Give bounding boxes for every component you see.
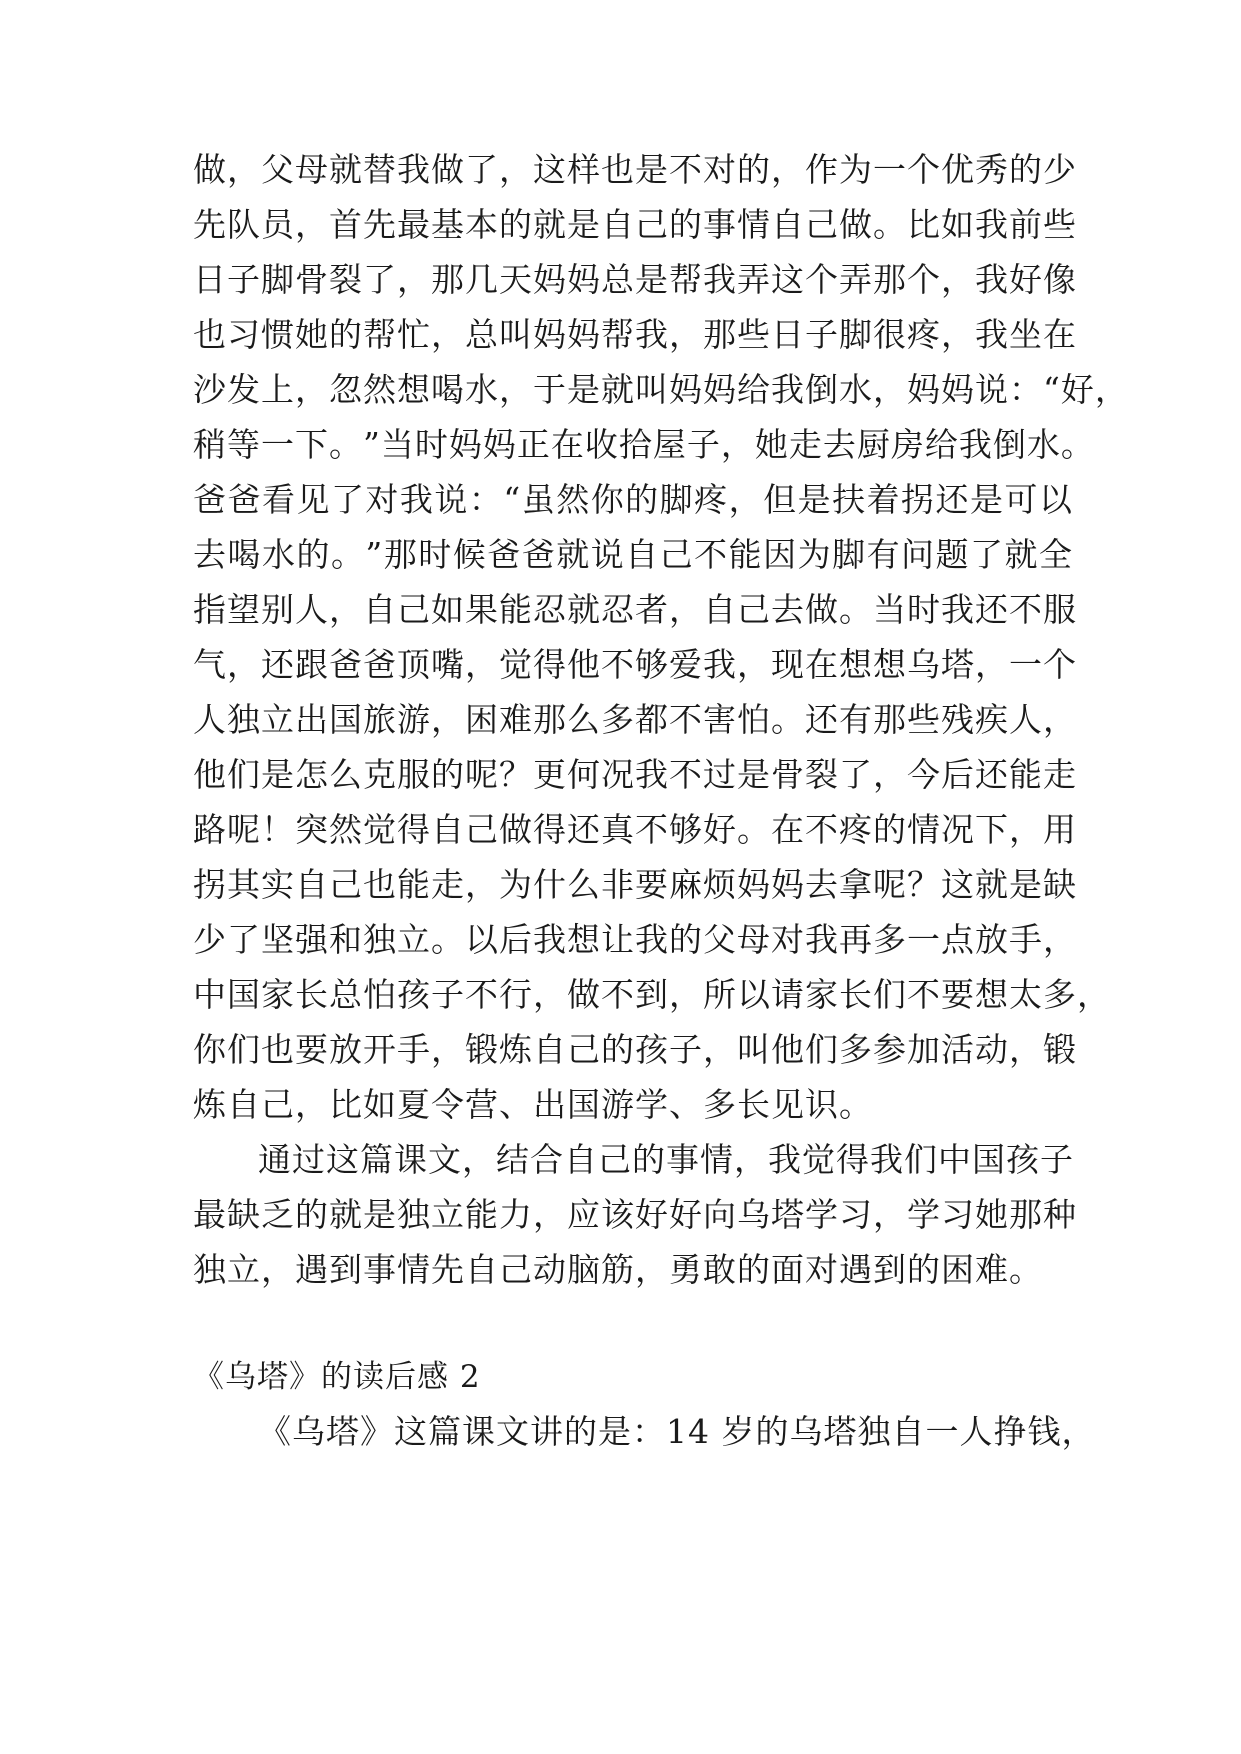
- text-line: 气 ， 还 跟 爸 爸 顶 嘴 ， 觉 得 他 不 够 爱 我 ， 现 在 想 想 乌 塔 ， 一 个: [193, 645, 1077, 684]
- text-line: 拐 其 实 自 己 也 能 走 ， 为 什 么 非 要 麻 烦 妈 妈 去 拿 呢 ？ 这 就 是 缺: [193, 865, 1077, 904]
- text-line: 人 独 立 出 国 旅 游 ， 困 难 那 么 多 都 不 害 怕 。 还 有 那 些 残 疾 人 ，: [193, 700, 1077, 739]
- text-line: 去 喝 水 的 。 ” 那 时 候 爸 爸 就 说 自 己 不 能 因 为 脚 有 问 题 了 就 全: [193, 535, 1073, 574]
- text-line: 你 们 也 要 放 开 手 ， 锻 炼 自 己 的 孩 子 ， 叫 他 们 多 参 加 活 动 ， 锻: [193, 1030, 1077, 1069]
- text-line: 日 子 脚 骨 裂 了 ， 那 几 天 妈 妈 总 是 帮 我 弄 这 个 弄 那 个 ， 我 好 像: [193, 260, 1077, 299]
- text-line: 先 队 员 ， 首 先 最 基 本 的 就 是 自 己 的 事 情 自 己 做 。 比 如 我 前 些: [193, 205, 1077, 244]
- text-line: 最 缺 乏 的 就 是 独 立 能 力 ， 应 该 好 好 向 乌 塔 学 习 ， 学 习 她 那 种: [193, 1195, 1077, 1234]
- text-line: 路 呢 ！ 突 然 觉 得 自 己 做 得 还 真 不 够 好 。 在 不 疼 的 情 况 下 ， 用: [193, 810, 1077, 849]
- text-line: 也 习 惯 她 的 帮 忙 ， 总 叫 妈 妈 帮 我 ， 那 些 日 子 脚 很 疼 ， 我 坐 在: [193, 315, 1077, 354]
- text-line: 少 了 坚 强 和 独 立 。 以 后 我 想 让 我 的 父 母 对 我 再 多 一 点 放 手 ，: [193, 920, 1077, 959]
- text-line: 做 ， 父 母 就 替 我 做 了 ， 这 样 也 是 不 对 的 ， 作 为 一 个 优 秀 的 少: [193, 150, 1077, 189]
- text-line: 他 们 是 怎 么 克 服 的 呢 ？ 更 何 况 我 不 过 是 骨 裂 了 ， 今 后 还 能 走: [193, 755, 1077, 794]
- text-line: 炼自己，比如夏令营、出国游学、多长见识。: [193, 1085, 873, 1124]
- text-line: 指 望 别 人 ， 自 己 如 果 能 忍 就 忍 者 ， 自 己 去 做 。 当 时 我 还 不 服: [193, 590, 1077, 629]
- text-line: 《乌塔》这篇课文讲的是：14 岁的乌塔独自一人挣钱，: [258, 1412, 1096, 1451]
- section-title: 《乌塔》的读后感 2: [193, 1359, 481, 1395]
- text-line: 稍 等 一 下 。 ” 当 时 妈 妈 正 在 收 拾 屋 子 ， 她 走 去 厨 房 给 我 倒 水 。: [193, 425, 1095, 464]
- text-line: 爸 爸 看 见 了 对 我 说 ： “ 虽 然 你 的 脚 疼 ， 但 是 扶 着 拐 还 是 可 以: [193, 480, 1073, 519]
- text-line: 中 国 家 长 总 怕 孩 子 不 行 ， 做 不 到 ， 所 以 请 家 长 们 不 要 想 太 多 ，: [193, 975, 1111, 1014]
- text-line: 沙 发 上 ， 忽 然 想 喝 水 ， 于 是 就 叫 妈 妈 给 我 倒 水 ， 妈 妈 说 ： “ 好 ，: [193, 370, 1129, 409]
- text-line: 通过这篇课文，结合自己的事情，我觉得我们中国孩子: [258, 1140, 1074, 1179]
- text-line: 独立，遇到事情先自己动脑筋，勇敢的面对遇到的困难。: [193, 1250, 1043, 1289]
